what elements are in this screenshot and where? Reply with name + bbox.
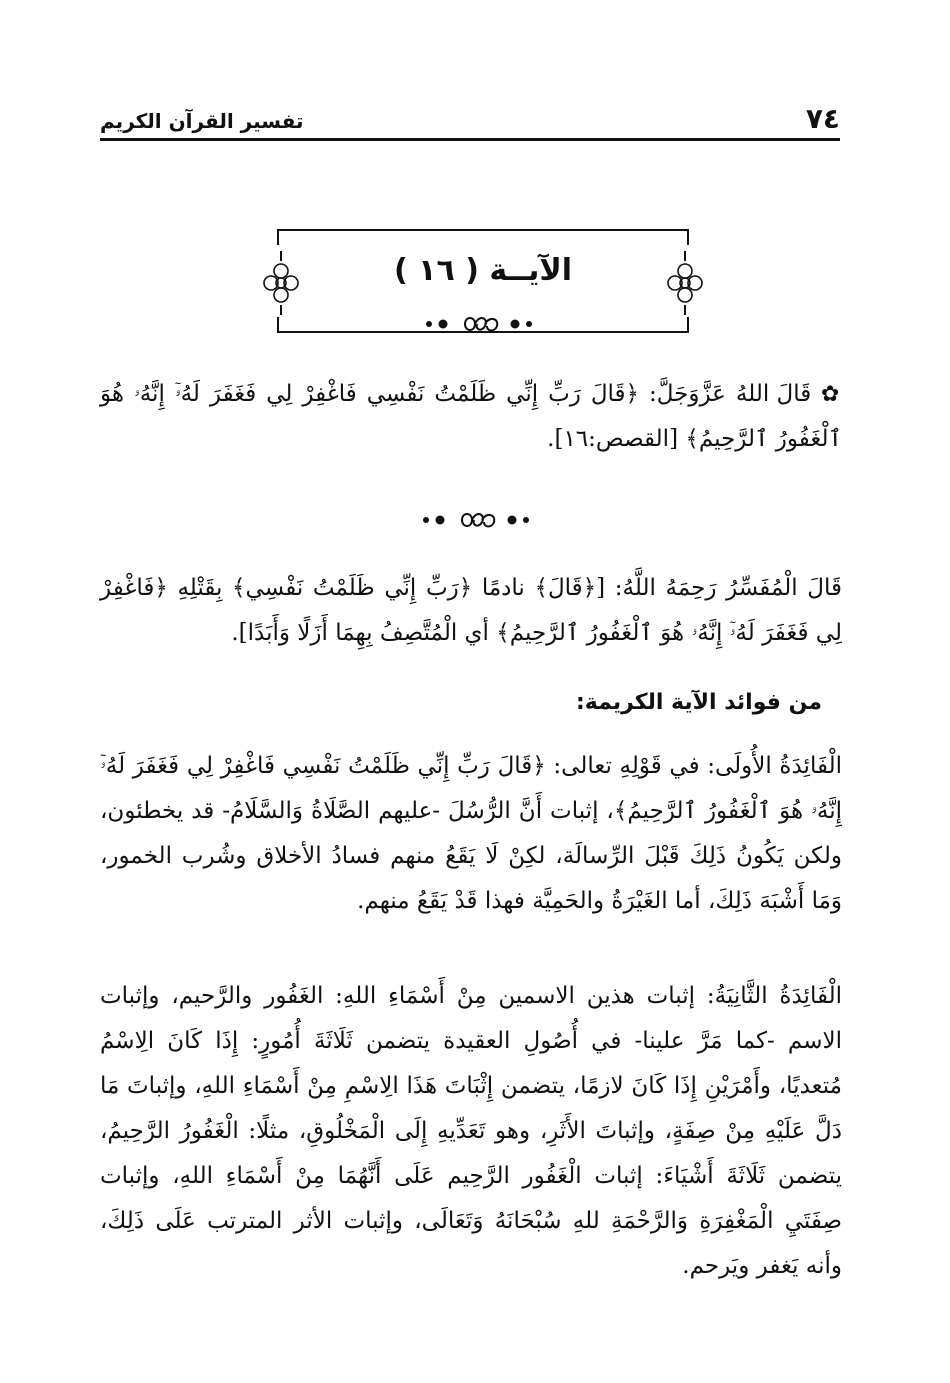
- verse-text: قَالَ اللهُ عَزَّوَجَلَّ: ﴿قَالَ رَبِّ إِنِّي ظَلَمْتُ نَفْسِي فَاغْفِرْ لِي فَغَفَرَ لَهُۥٓ إِنَّهُۥ هُوَ ٱلْغَفُورُ ٱلرَّحِيمُ﴾ [القصص:١٦].: [100, 381, 842, 452]
- ayah-title-frame: [273, 229, 693, 333]
- ayah-title: الآيــة ( ١٦ ): [394, 253, 572, 288]
- page-number: ٧٤: [805, 102, 840, 135]
- divider-ornament-icon: [423, 311, 543, 337]
- benefits-heading: من فوائد الآية الكريمة:: [575, 690, 822, 715]
- verse-paragraph: [100, 372, 842, 462]
- flower-icon: ✿: [811, 382, 842, 407]
- benefit-first-paragraph: الْفَائِدَةُ الأُولَى: في قَوْلِهِ تعالى: ﴿قَالَ رَبِّ إِنِّي ظَلَمْتُ نَفْسِي فَاغْفِرْ لِي فَغَفَرَ لَهُۥٓ إِنَّهُۥ هُوَ ٱلْغَفُورُ ٱلرَّحِيمُ﴾، إثبات أَنَّ الرُّسُلَ -عليهم الصَّلَاةُ وَالسَّلَامُ- قد يخطئون، ولكن يَكُونُ ذَلِكَ قَبْلَ الرِّسالَة، لكِنْ لَا يَقَعُ منهم فسادُ الأخلاق وشُرب الخمور، وَمَا أَشْبَهَ ذَلِكَ، أما الغَيْرَةُ والحَمِيَّة فهذا قَدْ يَقَعُ منهم.: [100, 753, 842, 914]
- ornament-knot-icon: [663, 251, 707, 315]
- book-title: تفسير القرآن الكريم: [100, 109, 304, 133]
- section-divider-icon: [420, 507, 540, 533]
- running-header: [100, 96, 840, 136]
- frame-bracket-top: [277, 229, 689, 245]
- header-rule: [100, 138, 840, 141]
- tafsir-paragraph: قَالَ الْمُفَسِّرُ رَحِمَهُ اللَّهُ: [﴿قَالَ﴾ نادمًا ﴿رَبِّ إِنِّي ظَلَمْتُ نَفْسِي﴾ بِقَتْلِهِ ﴿فَاغْفِرْ لِي فَغَفَرَ لَهُۥٓ إِنَّهُۥ هُوَ ٱلْغَفُورُ ٱلرَّحِيمُ﴾ أي الْمُتَّصِفُ بِهِمَا أَزَلًا وَأَبَدًا].: [100, 575, 842, 646]
- ornament-knot-icon: [259, 251, 303, 315]
- benefit-second-paragraph: الْفَائِدَةُ الثَّانِيَةُ: إثبات هذين الاسمين مِنْ أَسْمَاءِ اللهِ: الغَفُور والرَّحيم، وإثبات الاسم -كما مَرَّ علينا- في أُصُولِ العقيدة يتضمن ثَلَاثَةَ أُمُورٍ: إِذَا كَانَ الِاسْمُ مُتعديًا، وأَمْرَيْنِ إِذَا كَانَ لازمًا، يتضمن إِثْبَاتَ هَذَا الِاسْمِ مِنْ أَسْمَاءِ اللهِ، وإثباتَ مَا دَلَّ عَلَيْهِ مِنْ صِفَةٍ، وإثباتَ الأَثَرِ، وهو تَعَدِّيهِ إِلَى الْمَخْلُوقِ، مثلًا: الْغَفُورُ الرَّحِيمُ، يتضمن ثَلَاثَةَ أَشْيَاءَ: إثبات الْغَفُور الرَّحِيم عَلَى أَنَّهُمَا مِنْ أَسْمَاءِ اللهِ، وإثبات صِفَتَيِ الْمَغْفِرَةِ وَالرَّحْمَةِ للهِ سُبْحَانَهُ وَتَعَالَى، وإثبات الأثر المترتب عَلَى ذَلِكَ، وأنه يَغفر ويَرحم.: [100, 983, 842, 1279]
